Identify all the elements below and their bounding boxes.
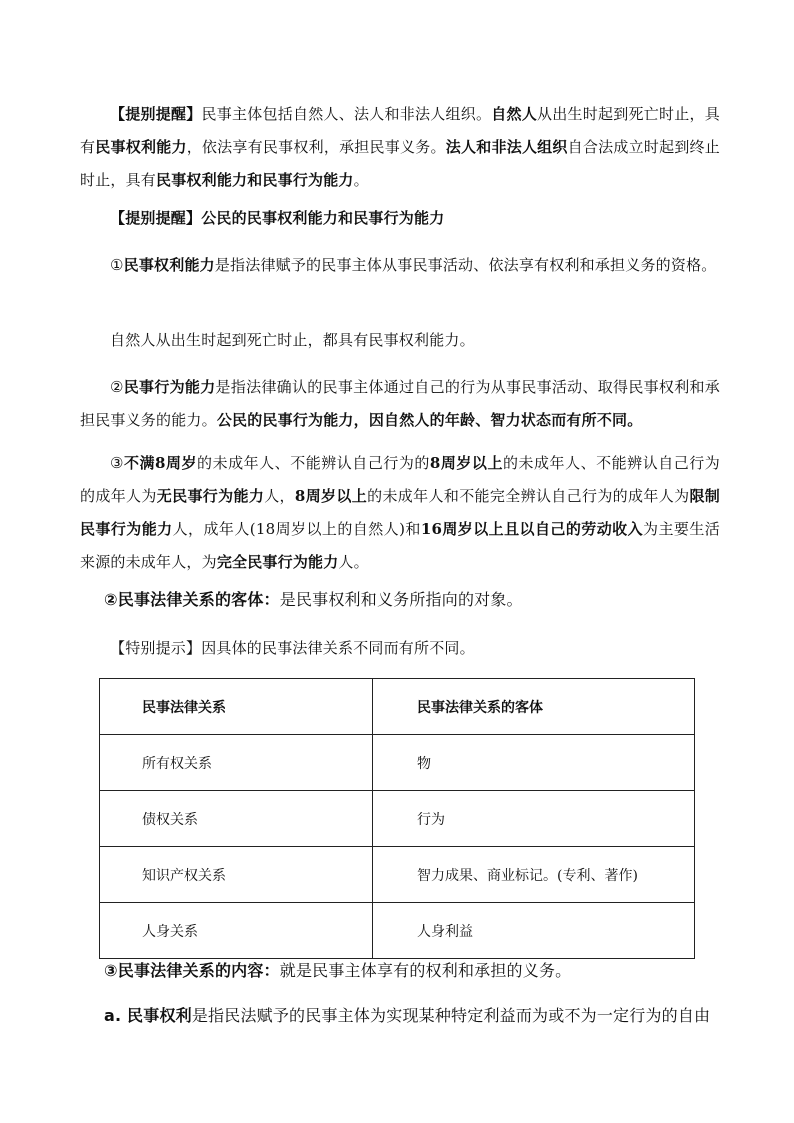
civil-conduct-capacity-paragraph: ②民事行为能力是指法律确认的民事主体通过自己的行为从事民事活动、取得民事权利和承担民事义务的能力。公民的民事行为能力，因自然人的年龄、智力状态而有所不同。 [80,378,721,429]
special-tip: 【特别提示】因具体的民事法律关系不同而有所不同。 [110,639,475,657]
table-row [100,847,695,903]
table-cell: 债权关系 [100,791,373,847]
reminder-paragraph-2: 【提别提醒】公民的民事权利能力和民事行为能力 [110,209,445,227]
civil-rights-capacity-paragraph: ①民事权利能力是指法律赋予的民事主体从事民事活动、依法享有权利和承担义务的资格。 [110,256,717,274]
content-section-heading: ③民事法律关系的内容：就是民事主体享有的权利和承担的义务。 [104,961,572,980]
relations-table [99,678,695,959]
table-row [100,903,695,959]
table-header-row [100,679,695,735]
table-cell: 所有权关系 [100,735,373,791]
table-cell: 知识产权关系 [100,847,373,903]
table-cell: 行为 [373,791,695,847]
capacity-categories-paragraph: ③不满8周岁的未成年人、不能辨认自己行为的8周岁以上的未成年人、不能辨认自己行为的成年人为无民事行为能力人，8周岁以上的未成年人和不能完全辨认自己行为的成年人为限制民事行为能力人，成年人(18周岁以上的自然人)和16周岁以上且以自己的劳动收入为主要生活来源的未成年人，为完全民事行为能力人。 [80,454,720,571]
table-cell: 人身利益 [373,903,695,959]
table-cell: 物 [373,735,695,791]
object-section-heading: ②民事法律关系的客体：是民事权利和义务所指向的对象。 [104,590,523,609]
civil-rights-definition: a. 民事权利是指民法赋予的民事主体为实现某种特定利益而为或不为一定行为的自由 [104,1006,711,1025]
reminder-tag: 【提别提醒】 [110,105,202,123]
table-row [100,735,695,791]
table-row [100,791,695,847]
reminder-paragraph-1: 【提别提醒】民事主体包括自然人、法人和非法人组织。自然人从出生时起到死亡时止，具有民事权利能力，依法享有民事权利，承担民事义务。法人和非法人组织自合法成立时起到终止时止，具有民事权利能力和民事行为能力。 [80,105,721,189]
table-header-cell: 民事法律关系的客体 [373,679,695,735]
table-cell: 人身关系 [100,903,373,959]
table-header-cell: 民事法律关系 [100,679,373,735]
natural-person-paragraph: 自然人从出生时起到死亡时止，都具有民事权利能力。 [110,331,475,349]
table-cell: 智力成果、商业标记。(专利、著作) [373,847,695,903]
